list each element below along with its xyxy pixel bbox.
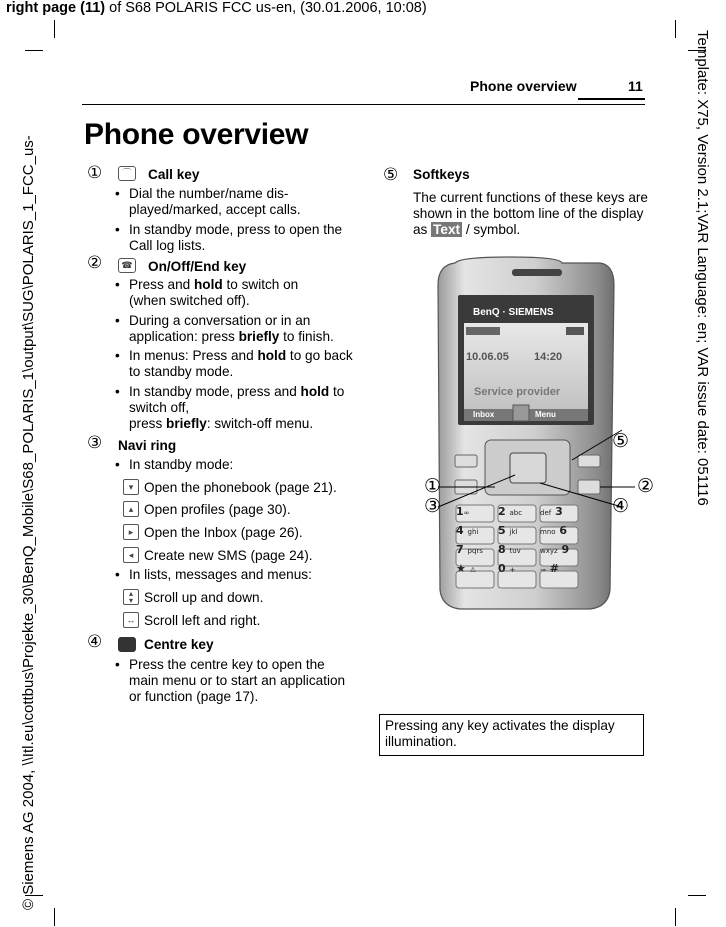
crop-mark [25, 50, 43, 51]
key-7: 7 pqrs [456, 543, 483, 556]
key-6: mno 6 [540, 524, 568, 537]
figure-callout-4: ④ [612, 496, 630, 517]
header-rule-accent [578, 98, 645, 100]
end-key-heading: On/Off/End key [148, 259, 247, 274]
centre-key-icon [118, 637, 136, 652]
battery-icon [566, 327, 584, 335]
callout-number-1: ① [87, 163, 103, 182]
crop-mark [54, 908, 55, 926]
phone-date: 10.06.05 [466, 351, 509, 363]
list-item: • In menus: Press and hold to go back to standby mode. [129, 348, 359, 380]
list-item: • During a conversation or in an application: press briefly to finish. [129, 313, 359, 345]
nav-item: Open the Inbox (page 26). [144, 525, 303, 540]
navi-ring-heading: Navi ring [118, 438, 177, 453]
crop-mark [54, 20, 55, 38]
nav-item: Open profiles (page 30). [144, 502, 291, 517]
key-star: ★ ⚠ [456, 562, 476, 575]
page-title: Phone overview [84, 118, 309, 151]
note-box: Pressing any key activates the display illumination. [379, 714, 644, 756]
navi-right-icon: ▸ [123, 524, 139, 540]
key-5: 5 jkl [498, 524, 518, 537]
softkeys-description: The current functions of these keys are shown in the bottom line of the display as Text / symbol. [413, 190, 648, 237]
figure-callout-5: ⑤ [612, 431, 630, 452]
callout-number-3: ③ [87, 433, 103, 452]
call-key-icon: ⌒ [118, 166, 136, 181]
end-key [578, 480, 600, 494]
list-item: • Press and hold to switch on (when switched off). [129, 277, 334, 309]
phone-softkey-right: Menu [535, 410, 556, 419]
figure-callout-3: ③ [424, 496, 442, 517]
list-item: • In lists, messages and menus: [129, 567, 312, 583]
navi-left-right-icon: ↔ [123, 612, 139, 628]
list-item: • In standby mode: [129, 457, 233, 473]
navi-left-icon: ◂ [123, 547, 139, 563]
list-item: • Dial the number/name dis-played/marked, accept calls. [129, 186, 349, 218]
callout-number-2: ② [87, 253, 103, 272]
key-0: 0 + [498, 562, 516, 575]
end-key-icon: ☎ [118, 258, 136, 273]
key-3: def 3 [540, 505, 563, 518]
running-header-title: Phone overview [470, 78, 577, 94]
list-item: • In standby mode, press to open the Call log lists. [129, 222, 349, 254]
nav-item: Open the phonebook (page 21). [144, 480, 337, 495]
crop-mark [675, 908, 676, 926]
nav-item: Scroll up and down. [144, 590, 264, 605]
centre-key [510, 453, 546, 483]
signal-indicator [466, 327, 500, 335]
softkeys-heading: Softkeys [413, 167, 470, 182]
menu-grid-icon [513, 405, 529, 421]
list-item: • In standby mode, press and hold to switch off, press briefly: switch-off menu. [129, 384, 354, 432]
page-number: 11 [628, 78, 643, 94]
right-softkey [578, 455, 600, 467]
list-item: • Press the centre key to open the main menu or to start an application or function (page 17). [129, 657, 351, 705]
phone-softkey-left: Inbox [473, 410, 495, 419]
callout-number-4: ④ [87, 632, 103, 651]
key-9: wxyz 9 [540, 543, 570, 556]
print-info-line: right page (11) of S68 POLARIS FCC us-en, (30.01.2006, 10:08) [6, 0, 427, 16]
key-2: 2 abc [498, 505, 523, 518]
call-key-heading: Call key [148, 167, 200, 182]
key-4: 4 ghi [456, 524, 479, 537]
phone-brand: BenQ · SIEMENS [473, 307, 554, 318]
crop-mark [675, 20, 676, 38]
figure-callout-2: ② [637, 476, 655, 497]
figure-callout-1: ① [424, 476, 442, 497]
key-1: 1∞ [456, 505, 470, 518]
navi-up-icon: ▴ [123, 501, 139, 517]
phone-provider: Service provider [474, 386, 561, 398]
centre-key-heading: Centre key [144, 637, 214, 652]
keypad-labels [456, 505, 578, 575]
crop-mark [688, 895, 706, 896]
nav-item: Scroll left and right. [144, 613, 261, 628]
left-softkey [455, 455, 477, 467]
navi-up-down-icon: ▴ ▾ [123, 589, 139, 605]
text-badge: Text [433, 222, 461, 237]
header-rule [82, 104, 645, 105]
key-hash: ⊸ # [540, 562, 559, 575]
phone-time: 14:20 [534, 351, 563, 363]
callout-number-5: ⑤ [383, 165, 399, 184]
nav-item: Create new SMS (page 24). [144, 548, 313, 563]
earpiece [512, 269, 562, 276]
key-8: 8 tuv [498, 543, 521, 556]
navi-down-icon: ▾ [123, 479, 139, 495]
